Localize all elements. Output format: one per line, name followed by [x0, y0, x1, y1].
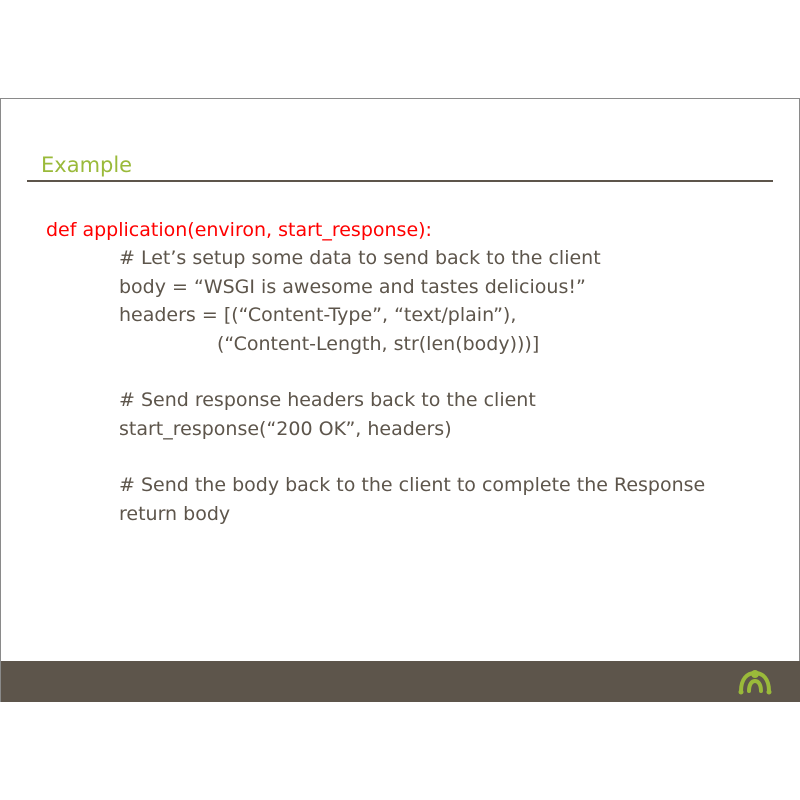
snake-logo-icon [737, 669, 773, 695]
code-line-headers: headers = [(“Content-Type”, “text/plain”), [119, 304, 517, 326]
code-line-body: body = “WSGI is awesome and tastes delicious!” [119, 276, 586, 298]
code-line-comment-headers: # Send response headers back to the client [119, 389, 536, 411]
code-line-content-length: (“Content-Length, str(len(body)))] [217, 333, 540, 355]
code-line-def: def application(environ, start_response): [46, 219, 432, 241]
code-line-comment-body: # Send the body back to the client to complete the Response [119, 474, 706, 496]
code-line-start-response: start_response(“200 OK”, headers) [119, 418, 452, 440]
slide [0, 98, 800, 702]
code-line-return: return body [119, 503, 231, 525]
footer-bar [1, 661, 800, 702]
slide-title: Example [41, 153, 133, 177]
title-divider [27, 180, 773, 182]
code-line-comment-setup: # Let’s setup some data to send back to the client [119, 247, 601, 269]
